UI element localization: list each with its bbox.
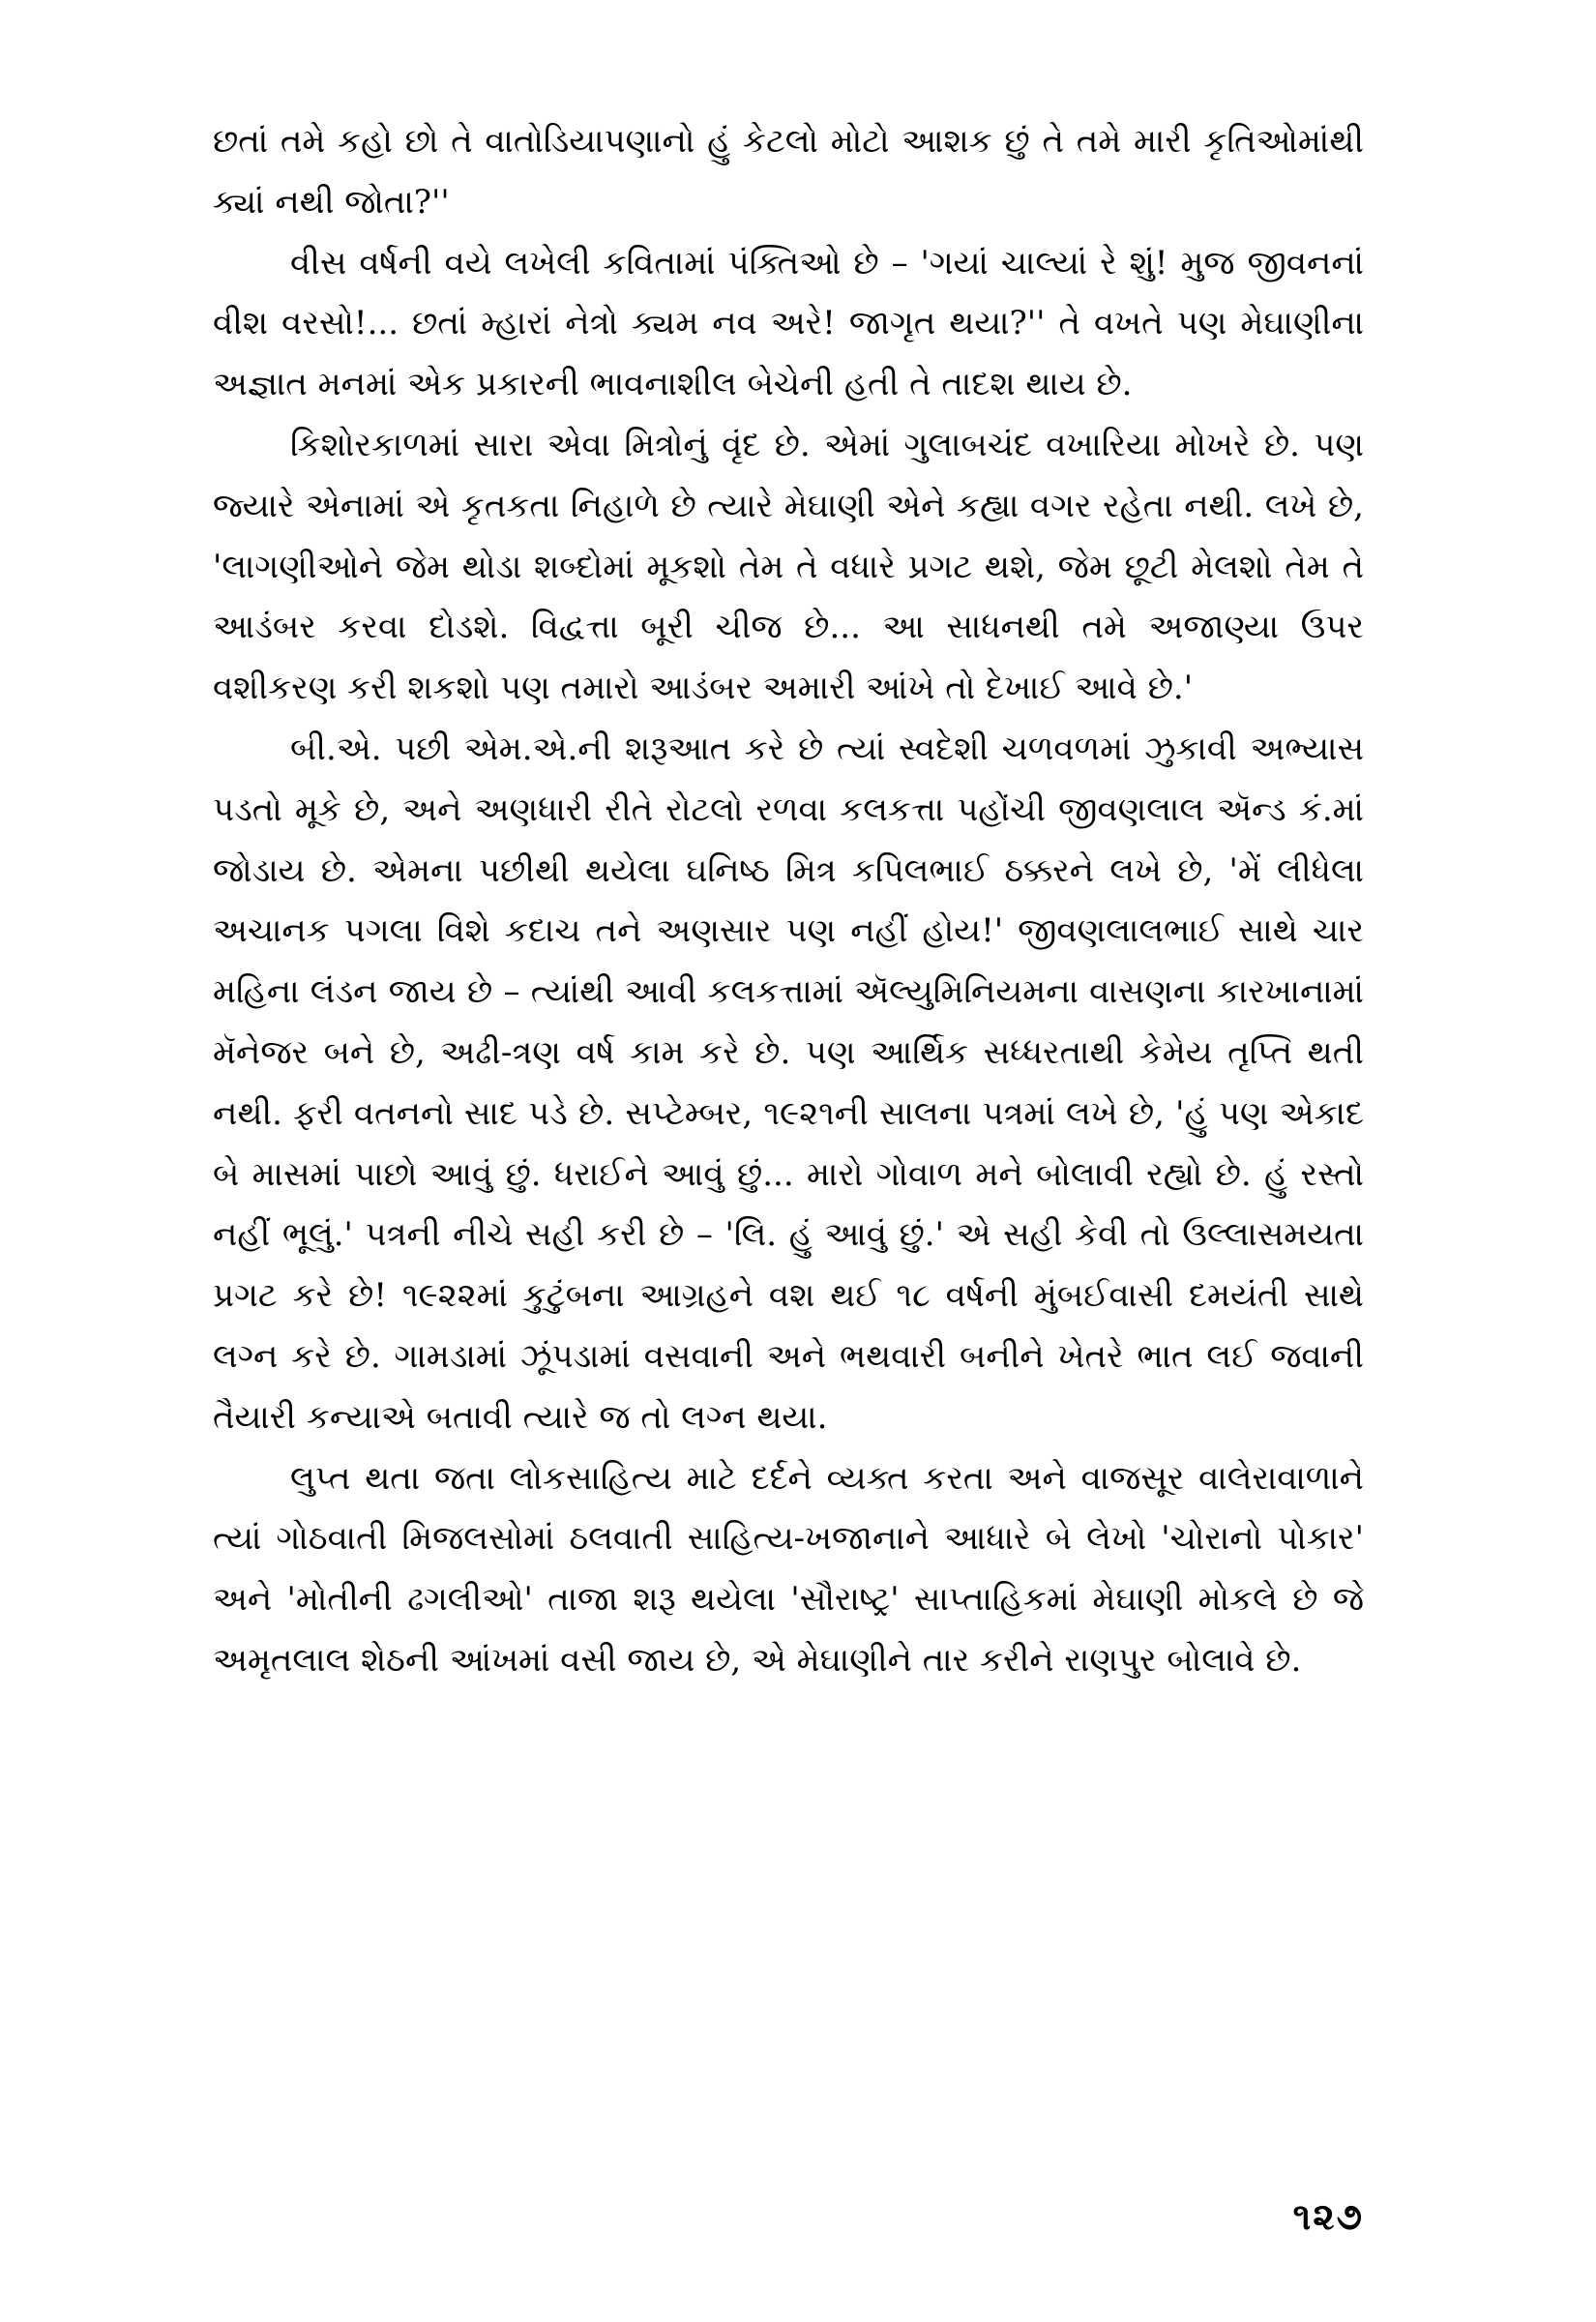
paragraph-folk-literature: લુપ્ત થતા જતા લોકસાહિત્ય માટે દર્દને વ્યક્ત કરતા અને વાજસૂર વાલેરાવાળાને ત્યાં ગોઠવાતી મિજલસોમાં ઠલવાતી સાહિત્ય-ખજાનાને આધારે બે લેખો 'ચોરાનો પોકાર' અને 'મોતીની ઢગલીઓ' તાજા શરૂ થયેલા 'સૌરાષ્ટ્ર' સાપ્તાહિકમાં મેઘાણી મોકલે છે જે અમૃતલાલ શેઠની આંખમાં વસી જાય છે, એ મેઘાણીને તાર કરીને રાણપુર બોલાવે છે. [213, 1458, 1364, 1680]
page-number: ૧૨૭ [1292, 2194, 1364, 2238]
paragraph-friends: કિશોરકાળમાં સારા એવા મિત્રોનું વૃંદ છે. એમાં ગુલાબચંદ વખારિયા મોખરે છે. પણ જ્યારે એનામાં એ કૃતકતા નિહાળે છે ત્યારે મેઘાણી એને કહ્યા વગર રહેતા નથી. લખે છે, 'લાગણીઓને જેમ થોડા શબ્દોમાં મૂકશો તેમ તે વધારે પ્રગટ થશે, જેમ છૂટી મેલશો તેમ તે આડંબર કરવા દોડશે. વિદ્વત્તા બૂરી ચીજ છે... આ સાધનથી તમે અજાણ્યા ઉપર વશીકરણ કરી શકશો પણ તમારો આડંબર અમારી આંખે તો દેખાઈ આવે છે.' [213, 425, 1364, 708]
paragraph-poem-quote: વીસ વર્ષની વયે લખેલી કવિતામાં પંક્તિઓ છે – 'ગયાં ચાલ્યાં રે શું! મુજ જીવનનાં વીશ વરસો!... છતાં મ્હારાં નેત્રો ક્યમ નવ અરે! જાગૃત થયા?'' તે વખતે પણ મેઘાણીના અજ્ઞાત મનમાં એક પ્રકારની ભાવનાશીલ બેચેની હતી તે તાદશ થાય છે. [213, 243, 1364, 404]
body-text [213, 111, 1364, 1691]
paragraph-calcutta: બી.એ. પછી એમ.એ.ની શરૂઆત કરે છે ત્યાં સ્વદેશી ચળવળમાં ઝુકાવી અભ્યાસ પડતો મૂકે છે, અને અણધારી રીતે રોટલો રળવા કલકત્તા પહોંચી જીવણલાલ ઍન્ડ કં.માં જોડાય છે. એમના પછીથી થયેલા ઘનિષ્ઠ મિત્ર કપિલભાઈ ઠક્કરને લખે છે, 'મેં લીધેલા અચાનક પગલા વિશે કદાચ તને અણસાર પણ નહીં હોય!' જીવણલાલભાઈ સાથે ચાર મહિના લંડન જાય છે – ત્યાંથી આવી કલકત્તામાં ઍલ્યુમિનિયમના વાસણના કારખાનામાં મૅનેજર બને છે, અઢી-ત્રણ વર્ષ કામ કરે છે. પણ આર્થિક સધ્ધરતાથી કેમેય તૃપ્તિ થતી નથી. ફરી વતનનો સાદ પડે છે. સપ્ટેમ્બર, ૧૯૨૧ની સાલના પત્રમાં લખે છે, 'હું પણ એકાદ બે માસમાં પાછો આવું છું. ધરાઈને આવું છું... મારો ગોવાળ મને બોલાવી રહ્યો છે. હું રસ્તો નહીં ભૂલું.' પત્રની નીચે સહી કરી છે – 'લિ. હું આવું છું.' એ સહી કેવી તો ઉલ્લાસમયતા પ્રગટ કરે છે! ૧૯૨૨માં કુટુંબના આગ્રહને વશ થઈ ૧૮ વર્ષની મુંબઈવાસી દમયંતી સાથે લગ્ન કરે છે. ગામડામાં ઝૂંપડામાં વસવાની અને ભથવારી બનીને ખેતરે ભાત લઈ જવાની તૈયારી કન્યાએ બતાવી ત્યારે જ તો લગ્ન થયા. [213, 729, 1364, 1437]
paragraph-continuation: છતાં તમે કહો છો તે વાતોડિયાપણાનો હું કેટલો મોટો આશક છું તે તમે મારી કૃતિઓમાંથી ક્યાં નથી જોતા?'' [213, 122, 1364, 222]
